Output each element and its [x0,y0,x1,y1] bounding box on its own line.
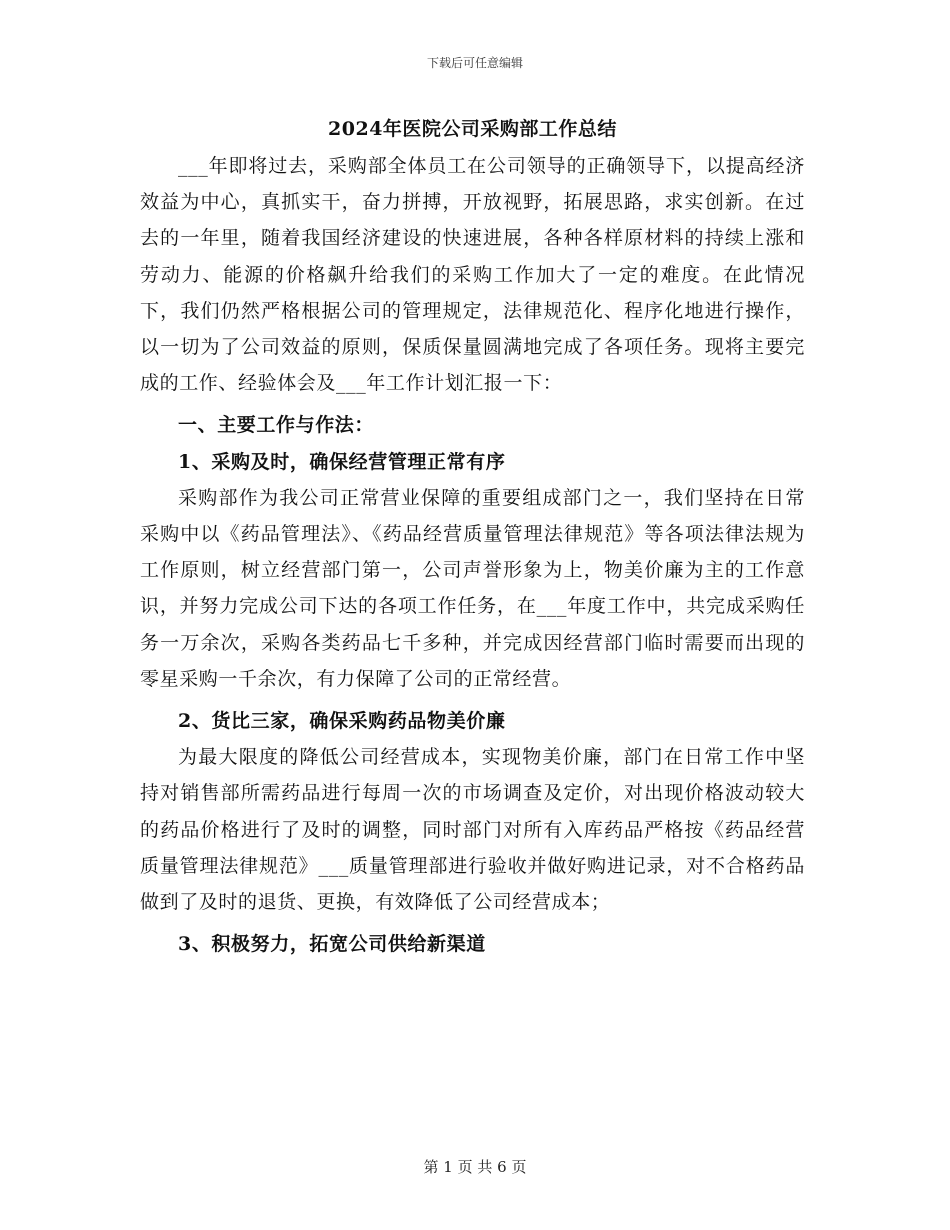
subheading-timely-purchase: 1、采购及时，确保经营管理正常有序 [178,450,506,473]
page-footer: 第 1 页 共 6 页 [423,1158,527,1176]
paragraph-timely-purchase: 采购部作为我公司正常营业保障的重要组成部门之一，我们坚持在日常采购中以《药品管理法》、《药品经营质量管理法律规范》等各项法律法规为工作原则，树立经营部门第一，公司声誉形象为上，物美价廉为主的工作意识，并努力完成公司下达的各项工作任务，在___年度工作中，共完成采购任务一万余次，采购各类药品七千多种，并完成因经营部门临时需要而出现的零星采购一千余次，有力保障了公司的正常经营。 [140,486,805,690]
document-body [140,148,805,962]
intro-paragraph: ___年即将过去，采购部全体员工在公司领导的正确领导下，以提高经济效益为中心，真抓实干，奋力拼搏，开放视野，拓展思路，求实创新。在过去的一年里，随着我国经济建设的快速进展，各种各样原材料的持续上涨和劳动力、能源的价格飙升给我们的采购工作加大了一定的难度。在此情况下，我们仍然严格根据公司的管理规定，法律规范化、程序化地进行操作，以一切为了公司效益的原则，保质保量圆满地完成了各项任务。现将主要完成的工作、经验体会及___年工作计划汇报一下： [140,155,805,395]
subheading-compare-suppliers: 2、货比三家，确保采购药品物美价廉 [178,710,506,733]
section-heading-main-work: 一、主要工作与作法： [178,414,375,437]
header-note: 下载后可任意编辑 [426,56,523,70]
paragraph-compare-suppliers: 为最大限度的降低公司经营成本，实现物美价廉，部门在日常工作中坚持对销售部所需药品进行每周一次的市场调查及定价，对出现价格波动较大的药品价格进行了及时的调整，同时部门对所有入库药品严格按《药品经营质量管理法律规范》___质量管理部进行验收并做好购进记录，对不合格药品做到了及时的退货、更换，有效降低了公司经营成本； [140,746,805,914]
document-title: 2024年医院公司采购部工作总结 [328,118,617,140]
subheading-new-channels: 3、积极努力，拓宽公司供给新渠道 [178,933,486,956]
